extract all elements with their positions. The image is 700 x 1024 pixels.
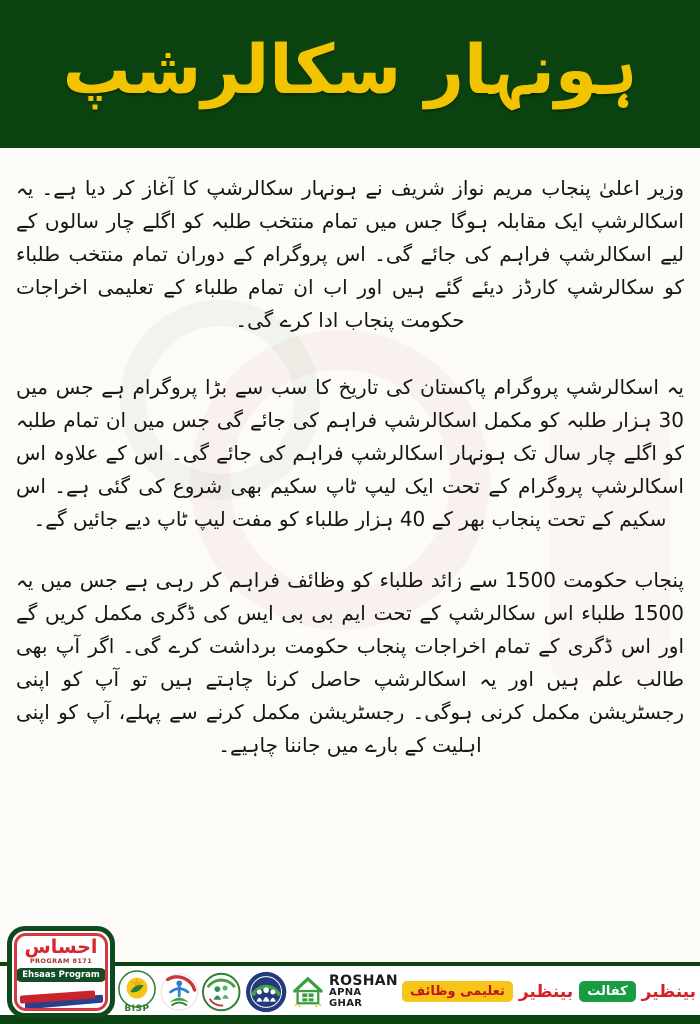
ehsaas-program-logo — [7, 926, 115, 1018]
family-green-logo — [202, 972, 240, 1012]
taleemi-wazaif-badge: تعلیمی وظائف — [402, 981, 513, 1003]
roshan-line2: APNA GHAR — [329, 987, 363, 1009]
benazir-taleemi-prefix: بینظیر — [518, 981, 574, 1002]
footer-logo-row — [118, 968, 696, 1015]
paragraph-2: یہ اسکالرشپ پروگرام پاکستان کی تاریخ کا سب سے بڑا پروگرام ہے جس میں 30 ہزار طلبہ کو مکمل اسکالرشپ فراہم کی جائے گی جس میں ان تمام طلبہ کو اگلے چار سال تک ہونہار اسکالرشپ فراہم کی جائے گی۔ اس کے علاوہ اس اسکالرشپ پروگرام کے تحت ایک لیپ ٹاپ سکیم بھی شروع کی گئی ہے۔ اس سکیم کے تحت پنجاب بھر کے 40 ہزار طلباء کو مفت لیپ ٹاپ دیے جائیں گے۔ — [16, 375, 684, 531]
paragraph-3: پنجاب حکومت 1500 سے زائد طلباء کو وظائف فراہم کر رہی ہے جس میں یہ 1500 طلباء اس سکالرشپ کے تحت ایم بی بی ایس کی ڈگری مکمل کریں گے اور اس ڈگری کے تمام اخراجات پنجاب حکومت برداشت کرے گی۔ اگر آپ بھی طالب علم ہیں اور یہ اسکالرشپ حاصل کرنا چاہتے ہیں تو آپ کو اپنی رجسٹریشن مکمل کرنی ہوگی۔ رجسٹریشن مکمل کرنے سے پہلے، آپ کو اپنی اہلیت کے بارے میں جاننا چاہیے۔ — [16, 568, 684, 757]
header-banner — [0, 0, 700, 148]
kafalat-badge: کفالت — [579, 981, 635, 1003]
benazir-kafalat-prefix: بینظیر — [641, 981, 696, 1002]
body-text — [0, 148, 700, 954]
poster-title: ہونہار سکالرشپ — [62, 31, 638, 110]
family-blue-logo — [245, 970, 287, 1014]
roshan-line1: ROSHAN — [329, 972, 398, 989]
bisp-emblem-icon — [118, 970, 156, 1008]
roshan-wordmark — [329, 974, 398, 1010]
bisp-label: BISP — [124, 1003, 150, 1014]
ehsaas-program-8171-label: PROGRAM 8171 — [29, 956, 93, 965]
roshan-apna-ghar-logo — [291, 974, 398, 1010]
benazir-wordmarks — [402, 981, 696, 1003]
ehsaas-urdu-wordmark: احساس — [24, 936, 98, 958]
paragraph-1: وزیر اعلیٰ پنجاب مریم نواز شریف نے ہونہار سکالرشپ کا آغاز کر دیا ہے۔ یہ اسکالرشپ ایک مقابلہ ہوگا جس میں تمام منتخب طلبہ کو اگلے چار سالوں کے لیے اسکالرشپ فراہم کی جائے گی۔ اس پروگرام کے دوران تمام منتخب طلباء کو سکالرشپ کارڈز دیئے گئے ہیں اور اب ان تمام طلباء کے تعلیمی اخراجات حکومت پنجاب ادا کرے گی۔ — [16, 176, 684, 332]
bisp-logo — [118, 970, 156, 1014]
bottom-green-bar — [0, 1015, 700, 1024]
ehsaas-logo-inner — [14, 933, 108, 1011]
crescent-person-logo — [160, 972, 198, 1012]
roshan-house-icon — [291, 975, 325, 1009]
ehsaas-program-badge: Ehsaas Program — [15, 968, 107, 982]
